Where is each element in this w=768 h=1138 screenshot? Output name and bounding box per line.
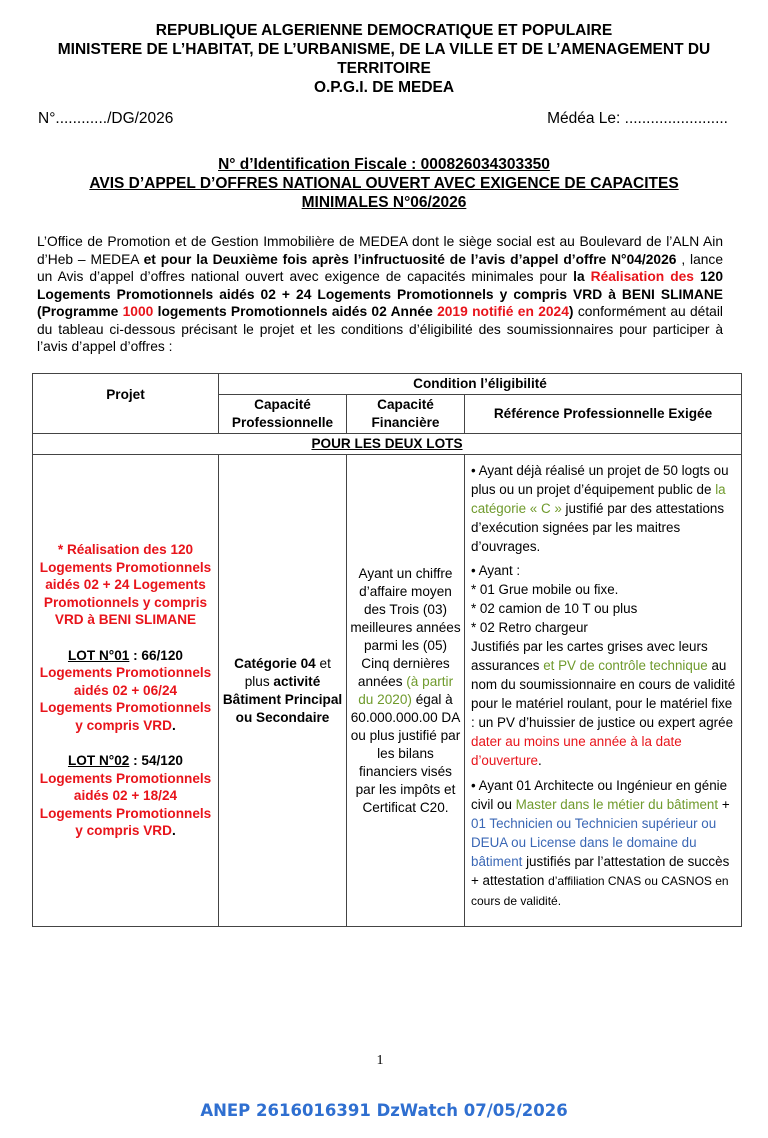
reference-line — [38, 110, 728, 128]
lots-row: POUR LES DEUX LOTS — [33, 434, 742, 455]
header-line-opgi: O.P.G.I. DE MEDEA — [313, 79, 455, 96]
header-capacite-pro: Capacité Professionnelle — [219, 395, 347, 434]
lot1-label: LOT N°01 — [67, 647, 130, 663]
ref-bullet-staff: • Ayant 01 Architecte ou Ingénieur en génie civil ou Master dans le métier du bâtiment + 01 Technicien ou Technicien supérieur ou DEUA ou License dans le domaine du bâtiment justifiés par l’attestation de succès + attestation d’affiliation CNAS ou CASNOS en cours de validité. — [471, 778, 730, 908]
eligibility-table — [32, 373, 742, 927]
reference-date: Médéa Le: ........................ — [547, 110, 728, 127]
footer-anep: ANEP 2616016391 DzWatch 07/05/2026 — [200, 1101, 568, 1120]
header-reference: Référence Professionnelle Exigée — [465, 395, 742, 434]
header-capacite-fin: Capacité Financière — [347, 395, 465, 434]
header-line-ministry: MINISTERE DE L’HABITAT, DE L’URBANISME, DE LA VILLE ET DE L’AMENAGEMENT DU — [57, 41, 711, 58]
project-cell: * Réalisation des 120 Logements Promotionnels aidés 02 + 24 Logements Promotionnels y compris VRD à BENI SLIMANE LOT N°01 : 66/120 Logements Promotionnels aidés 02 + 06/24 Logements Promotionnels y compris VRD. LOT N°02 : 54/120 Logements Promotionnels aidés 02 + 18/24 Logements Promotionnels y compris VRD. — [33, 455, 219, 927]
capacite-pro-cell: Catégorie 04 et plus activité Bâtiment Principal ou Secondaire — [219, 455, 347, 927]
avis-title-line1: AVIS D’APPEL D’OFFRES NATIONAL OUVERT AVEC EXIGENCE DE CAPACITES — [89, 175, 679, 192]
header-line-republic: REPUBLIQUE ALGERIENNE DEMOCRATIQUE ET POPULAIRE — [155, 22, 613, 39]
ref-bullet-equipment: • Ayant : * 01 Grue mobile ou fixe. * 02 camion de 10 T ou plus * 02 Retro chargeur Justifiés par les cartes grises avec leurs assurances et PV de contrôle technique au nom du soumissionnaire en cours de validité pour le matériel roulant, pour le matériel fixe : un PV d’huissier de justice ou expert agrée dater au moins une année à la date d’ouverture. — [471, 563, 736, 768]
capacite-fin-cell: Ayant un chiffre d’affaire moyen des Trois (03) meilleures années parmi les (05) Cinq dernières années (à partir du 2020) égal à 60.000.000.00 DA ou plus justifié par les bilans financiers visés par les impôts et Certificat C20. — [347, 455, 465, 927]
lot1-text: Logements Promotionnels aidés 02 + 06/24 Logements Promotionnels y compris VRD — [39, 665, 212, 733]
fiscal-id: N° d’Identification Fiscale : 000826034303350 — [218, 156, 550, 173]
ref-bullet-experience: • Ayant déjà réalisé un projet de 50 logts ou plus ou un projet d’équipement public de la catégorie « C » justifié par des attestations d’exécution signées par les maitres d’ouvrages. — [471, 463, 729, 554]
intro-paragraph: L’Office de Promotion et de Gestion Immobilière de MEDEA dont le siège social est au Boulevard de l’ALN Ain d’Heb – MEDEA et pour la Deuxième fois après l’infructuosité de l’avis d’appel d’offre N°04/2026 , lance un Avis d’appel d’offres national ouvert avec exigence de capacités minimales pour la Réalisation des 120 Logements Promotionnels aidés 02 + 24 Logements Promotionnels y compris VRD à BENI SLIMANE (Programme 1000 logements Promotionnels aidés 02 Année 2019 notifié en 2024) conformément au détail du tableau ci-dessous précisant le projet et les conditions d’éligibilité des soumissionnaires pour participer à l’avis d’appel d’offres : — [37, 234, 723, 354]
lot2-label: LOT N°02 — [67, 753, 130, 769]
header-projet: Projet — [33, 374, 219, 434]
project-main: * Réalisation des 120 Logements Promotionnels aidés 02 + 24 Logements Promotionnels y compris VRD à BENI SLIMANE — [39, 542, 212, 628]
lot2-text: Logements Promotionnels aidés 02 + 18/24 Logements Promotionnels y compris VRD — [39, 770, 212, 839]
page-number: 1 — [376, 1053, 384, 1068]
header-condition: Condition l’éligibilité — [219, 374, 742, 395]
reference-number: N°............/DG/2026 — [38, 110, 174, 127]
reference-cell — [465, 455, 742, 927]
header-line-territory: TERRITOIRE — [337, 60, 431, 77]
avis-title-line2: MINIMALES N°06/2026 — [301, 194, 467, 211]
